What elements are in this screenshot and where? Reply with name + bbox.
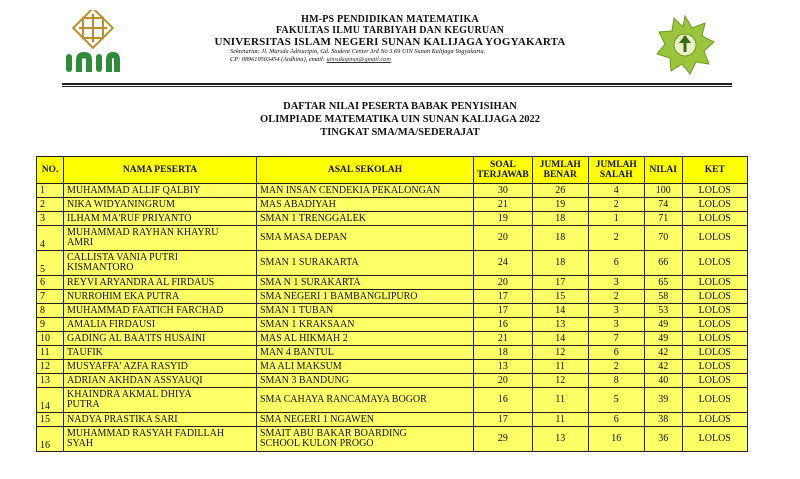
row-salah: 6 <box>588 251 644 276</box>
row-sekolah: SMA N 1 SURAKARTA <box>257 276 474 290</box>
header-sekolah: ASAL SEKOLAH <box>257 157 474 184</box>
row-soal: 21 <box>474 198 533 212</box>
row-no: 7 <box>37 290 64 304</box>
row-no: 8 <box>37 304 64 318</box>
row-benar: 12 <box>532 374 588 388</box>
faculty-line: FAKULTAS ILMU TARBIYAH DAN KEGURUAN <box>275 25 505 36</box>
document-title <box>0 100 800 139</box>
row-soal: 18 <box>474 346 533 360</box>
address-line: Sekretariat: Jl. Marsda Adisucipto, Gd. Student Center 3rd No 3.69 UIN Sunan Kalijaga Yogyakarta. <box>230 48 486 55</box>
row-no: 14 <box>37 388 64 413</box>
row-benar: 17 <box>532 276 588 290</box>
row-ket: LOLOS <box>682 346 747 360</box>
table-body <box>37 184 748 452</box>
row-sekolah: SMAN 1 TUBAN <box>257 304 474 318</box>
row-nama: MUHAMMAD RAYHAN KHAYRU AMRI <box>64 226 257 251</box>
row-no: 12 <box>37 360 64 374</box>
header-benar: JUMLAH BENAR <box>532 157 588 184</box>
row-nilai: 53 <box>644 304 682 318</box>
header-ket: KET <box>682 157 747 184</box>
row-benar: 11 <box>532 360 588 374</box>
row-ket: LOLOS <box>682 388 747 413</box>
table-row <box>37 413 748 427</box>
row-ket: LOLOS <box>682 427 747 452</box>
row-benar: 14 <box>532 304 588 318</box>
row-no: 11 <box>37 346 64 360</box>
row-sekolah: SMA CAHAYA RANCAMAYA BOGOR <box>257 388 474 413</box>
row-no: 4 <box>37 226 64 251</box>
row-benar: 19 <box>532 198 588 212</box>
row-benar: 18 <box>532 226 588 251</box>
row-sekolah: MAN 4 BANTUL <box>257 346 474 360</box>
row-ket: LOLOS <box>682 212 747 226</box>
row-nilai: 49 <box>644 318 682 332</box>
row-sekolah: SMAN 3 BANDUNG <box>257 374 474 388</box>
row-nama: NIKA WIDYANINGRUM <box>64 198 257 212</box>
contact-line <box>150 56 630 64</box>
row-nilai: 38 <box>644 413 682 427</box>
row-soal: 17 <box>474 304 533 318</box>
row-nilai: 39 <box>644 388 682 413</box>
row-benar: 15 <box>532 290 588 304</box>
row-sekolah: SMAN 1 KRAKSAAN <box>257 318 474 332</box>
row-ket: LOLOS <box>682 413 747 427</box>
row-salah: 1 <box>588 212 644 226</box>
row-no: 16 <box>37 427 64 452</box>
table-row <box>37 388 748 413</box>
results-table <box>36 156 748 452</box>
row-sekolah: SMAIT ABU BAKAR BOARDING SCHOOL KULON PROGO <box>257 427 474 452</box>
row-nilai: 40 <box>644 374 682 388</box>
table-row <box>37 427 748 452</box>
table-header-row <box>37 157 748 184</box>
row-benar: 12 <box>532 346 588 360</box>
row-nama: MUHAMMAD FAATICH FARCHAD <box>64 304 257 318</box>
row-nilai: 71 <box>644 212 682 226</box>
row-soal: 30 <box>474 184 533 198</box>
table-row <box>37 276 748 290</box>
row-ket: LOLOS <box>682 198 747 212</box>
row-sekolah: SMA NEGERI 1 NGAWEN <box>257 413 474 427</box>
row-nilai: 42 <box>644 346 682 360</box>
row-ket: LOLOS <box>682 184 747 198</box>
university-line: UNIVERSITAS ISLAM NEGERI SUNAN KALIJAGA YOGYAKARTA <box>214 36 566 48</box>
row-nama: ILHAM MA'RUF PRIYANTO <box>64 212 257 226</box>
row-no: 1 <box>37 184 64 198</box>
row-salah: 3 <box>588 304 644 318</box>
row-benar: 13 <box>532 318 588 332</box>
table-row <box>37 251 748 276</box>
row-nilai: 74 <box>644 198 682 212</box>
row-soal: 29 <box>474 427 533 452</box>
row-salah: 7 <box>588 332 644 346</box>
table-row <box>37 374 748 388</box>
row-no: 9 <box>37 318 64 332</box>
row-nilai: 70 <box>644 226 682 251</box>
row-soal: 21 <box>474 332 533 346</box>
row-sekolah: SMAN 1 TRENGGALEK <box>257 212 474 226</box>
row-nama: GADING AL BAA'ITS HUSAINI <box>64 332 257 346</box>
letterhead-rule-thin <box>62 86 732 87</box>
uin-logo-icon <box>62 10 124 76</box>
header-soal: SOAL TERJAWAB <box>474 157 533 184</box>
row-nama: CALLISTA VANIA PUTRI KISMANTORO <box>64 251 257 276</box>
row-sekolah: MAS AL HIKMAH 2 <box>257 332 474 346</box>
row-sekolah: SMA MASA DEPAN <box>257 226 474 251</box>
star-emblem-icon <box>650 14 720 76</box>
email-link[interactable]: uinsukapmat@gmail.com <box>326 56 391 63</box>
row-nama: MUHAMMAD RASYAH FADILLAH SYAH <box>64 427 257 452</box>
row-ket: LOLOS <box>682 318 747 332</box>
row-salah: 6 <box>588 346 644 360</box>
row-soal: 19 <box>474 212 533 226</box>
table-row <box>37 212 748 226</box>
row-nilai: 65 <box>644 276 682 290</box>
row-nama: REYVI ARYANDRA AL FIRDAUS <box>64 276 257 290</box>
row-nilai: 49 <box>644 332 682 346</box>
row-soal: 24 <box>474 251 533 276</box>
row-nilai: 66 <box>644 251 682 276</box>
letterhead <box>0 0 800 90</box>
table-row <box>37 346 748 360</box>
row-ket: LOLOS <box>682 374 747 388</box>
row-nama: KHAINDRA AKMAL DHIYA PUTRA <box>64 388 257 413</box>
row-soal: 20 <box>474 226 533 251</box>
row-salah: 3 <box>588 276 644 290</box>
header-nilai: NILAI <box>644 157 682 184</box>
row-no: 13 <box>37 374 64 388</box>
row-benar: 11 <box>532 388 588 413</box>
row-salah: 6 <box>588 413 644 427</box>
row-nama: NADYA PRASTIKA SARI <box>64 413 257 427</box>
row-sekolah: SMA NEGERI 1 BAMBANGLIPURO <box>257 290 474 304</box>
row-benar: 14 <box>532 332 588 346</box>
row-no: 6 <box>37 276 64 290</box>
row-soal: 17 <box>474 413 533 427</box>
row-ket: LOLOS <box>682 226 747 251</box>
row-soal: 20 <box>474 374 533 388</box>
row-salah: 4 <box>588 184 644 198</box>
table-row <box>37 360 748 374</box>
row-soal: 20 <box>474 276 533 290</box>
table-row <box>37 318 748 332</box>
row-salah: 2 <box>588 360 644 374</box>
row-benar: 18 <box>532 251 588 276</box>
row-no: 10 <box>37 332 64 346</box>
row-ket: LOLOS <box>682 251 747 276</box>
header-salah: JUMLAH SALAH <box>588 157 644 184</box>
letterhead-text <box>150 14 630 64</box>
row-soal: 16 <box>474 388 533 413</box>
row-nilai: 42 <box>644 360 682 374</box>
row-ket: LOLOS <box>682 276 747 290</box>
row-nilai: 100 <box>644 184 682 198</box>
row-nama: MUSYAFFA' AZFA RASYID <box>64 360 257 374</box>
table-row <box>37 184 748 198</box>
table-row <box>37 226 748 251</box>
row-ket: LOLOS <box>682 304 747 318</box>
title-line-3: TINGKAT SMA/MA/SEDERAJAT <box>320 127 480 138</box>
row-no: 2 <box>37 198 64 212</box>
row-benar: 11 <box>532 413 588 427</box>
row-salah: 8 <box>588 374 644 388</box>
row-nama: TAUFIK <box>64 346 257 360</box>
row-nama: AMALIA FIRDAUSI <box>64 318 257 332</box>
row-no: 3 <box>37 212 64 226</box>
row-salah: 5 <box>588 388 644 413</box>
row-ket: LOLOS <box>682 290 747 304</box>
table-row <box>37 290 748 304</box>
row-salah: 16 <box>588 427 644 452</box>
title-line-2: OLIMPIADE MATEMATIKA UIN SUNAN KALIJAGA 2022 <box>260 114 540 125</box>
table-row <box>37 332 748 346</box>
row-salah: 2 <box>588 198 644 212</box>
title-line-1: DAFTAR NILAI PESERTA BABAK PENYISIHAN <box>283 101 517 112</box>
row-nilai: 58 <box>644 290 682 304</box>
table-row <box>37 304 748 318</box>
row-soal: 16 <box>474 318 533 332</box>
row-sekolah: MA ALI MAKSUM <box>257 360 474 374</box>
contact-prefix: CP: 089619503454 (Ardhina), email: <box>230 56 327 63</box>
row-nama: MUHAMMAD ALLIF QALBIY <box>64 184 257 198</box>
row-nama: ADRIAN AKHDAN ASSYAUQI <box>64 374 257 388</box>
row-sekolah: MAS ABADIYAH <box>257 198 474 212</box>
row-benar: 18 <box>532 212 588 226</box>
row-nilai: 36 <box>644 427 682 452</box>
row-soal: 13 <box>474 360 533 374</box>
row-nama: NURROHIM EKA PUTRA <box>64 290 257 304</box>
header-no: NO. <box>37 157 64 184</box>
row-soal: 17 <box>474 290 533 304</box>
header-nama: NAMA PESERTA <box>64 157 257 184</box>
row-salah: 2 <box>588 290 644 304</box>
row-sekolah: SMAN 1 SURAKARTA <box>257 251 474 276</box>
row-ket: LOLOS <box>682 332 747 346</box>
table-row <box>37 198 748 212</box>
row-salah: 2 <box>588 226 644 251</box>
row-benar: 13 <box>532 427 588 452</box>
row-no: 15 <box>37 413 64 427</box>
row-sekolah: MAN INSAN CENDEKIA PEKALONGAN <box>257 184 474 198</box>
row-benar: 26 <box>532 184 588 198</box>
row-no: 5 <box>37 251 64 276</box>
letterhead-rule <box>62 83 732 85</box>
row-salah: 3 <box>588 318 644 332</box>
row-ket: LOLOS <box>682 360 747 374</box>
org-line: HM-PS PENDIDIKAN MATEMATIKA <box>301 14 479 25</box>
